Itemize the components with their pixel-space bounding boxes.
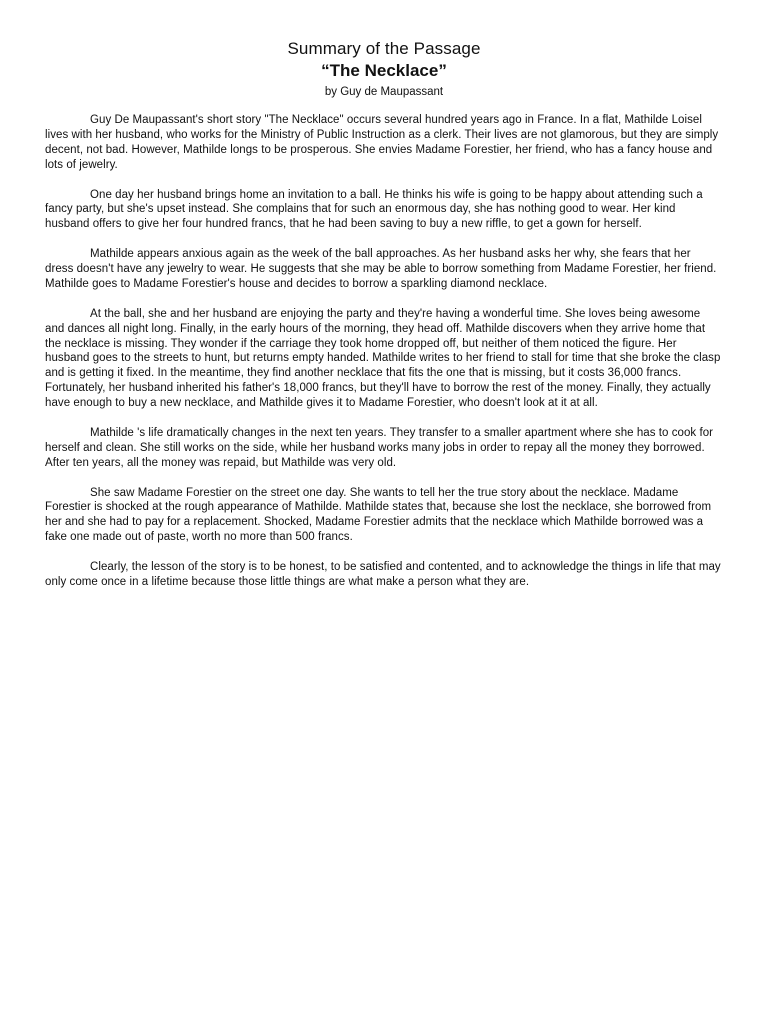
document-header [0,38,768,100]
summary-body [45,113,721,605]
story-title: “The Necklace” [321,61,447,80]
paragraph-1: Guy De Maupassant's short story "The Necklace" occurs several hundred years ago in France. In a flat, Mathilde Loisel lives with her husband, who works for the Ministry of Public Instruction as a clerk. Their lives are not glamorous, but they are simply decent, not bad. However, Mathilde longs to be prosperous. She envies Madame Forestier, her friend, who has a fancy house and lots of jewelry. [45,114,719,171]
paragraph-2: One day her husband brings home an invitation to a ball. He thinks his wife is going to be happy about attending such a fancy party, but she's upset instead. She complains that for such an enormous day, she has nothing good to wear. Her kind husband offers to give her four hundred francs, that he had been saving to buy a new riffle, to get a gown for herself. [45,188,703,231]
page-title: Summary of the Passage [287,39,481,58]
paragraph-5: Mathilde 's life dramatically changes in the next ten years. They transfer to a smaller apartment where she has to cook for herself and clean. She still works on the side, while her husband works many jobs in order to repay all the money they borrowed. After ten years, all the money was repaid, but Mathilde was very old. [45,426,714,469]
paragraph-7: Clearly, the lesson of the story is to be honest, to be satisfied and contented, and to acknowledge the things in life that may only come once in a lifetime because those little things are what make a person what they are. [45,561,721,588]
paragraph-6: She saw Madame Forestier on the street one day. She wants to tell her the true story about the necklace. Madame Forestier is shocked at the rough appearance of Mathilde. Mathilde states that, because she lost the necklace, she borrowed from her and she had to pay for a replacement. Shocked, Madame Forestier admits that the necklace which Mathilde borrowed was a fake one made out of paste, worth no more than 500 francs. [45,486,712,544]
paragraph-3: Mathilde appears anxious again as the week of the ball approaches. As her husband asks her why, she fears that her dress doesn't have any jewelry to wear. He suggests that she may be able to borrow something from Madame Forestier, her friend. Mathilde goes to Madame Forestier's house and decides to borrow a sparkling diamond necklace. [45,248,717,290]
author-byline: by Guy de Maupassant [324,86,444,98]
paragraph-4: At the ball, she and her husband are enjoying the party and they're having a wonderful time. She loves being awesome and dances all night long. Finally, in the early hours of the morning, they head off. Mathilde discovers when they arrive home that the necklace is missing. They wonder if the carriage they took home dropped off, but neither of them noticed the figure. Her husband goes to the streets to hunt, but returns empty handed. Mathilde writes to her friend to stall for time that she broke the clasp and is getting it fixed. In the meantime, they find another necklace that fits the one that is missing, but it costs 36,000 francs. Fortunately, her husband inherited his father's 18,000 francs, but they'll have to borrow the rest of the money. Finally, they actually have enough to buy a new necklace, and Mathilde gives it to Madame Forestier, who doesn't look at it at all. [45,307,721,410]
